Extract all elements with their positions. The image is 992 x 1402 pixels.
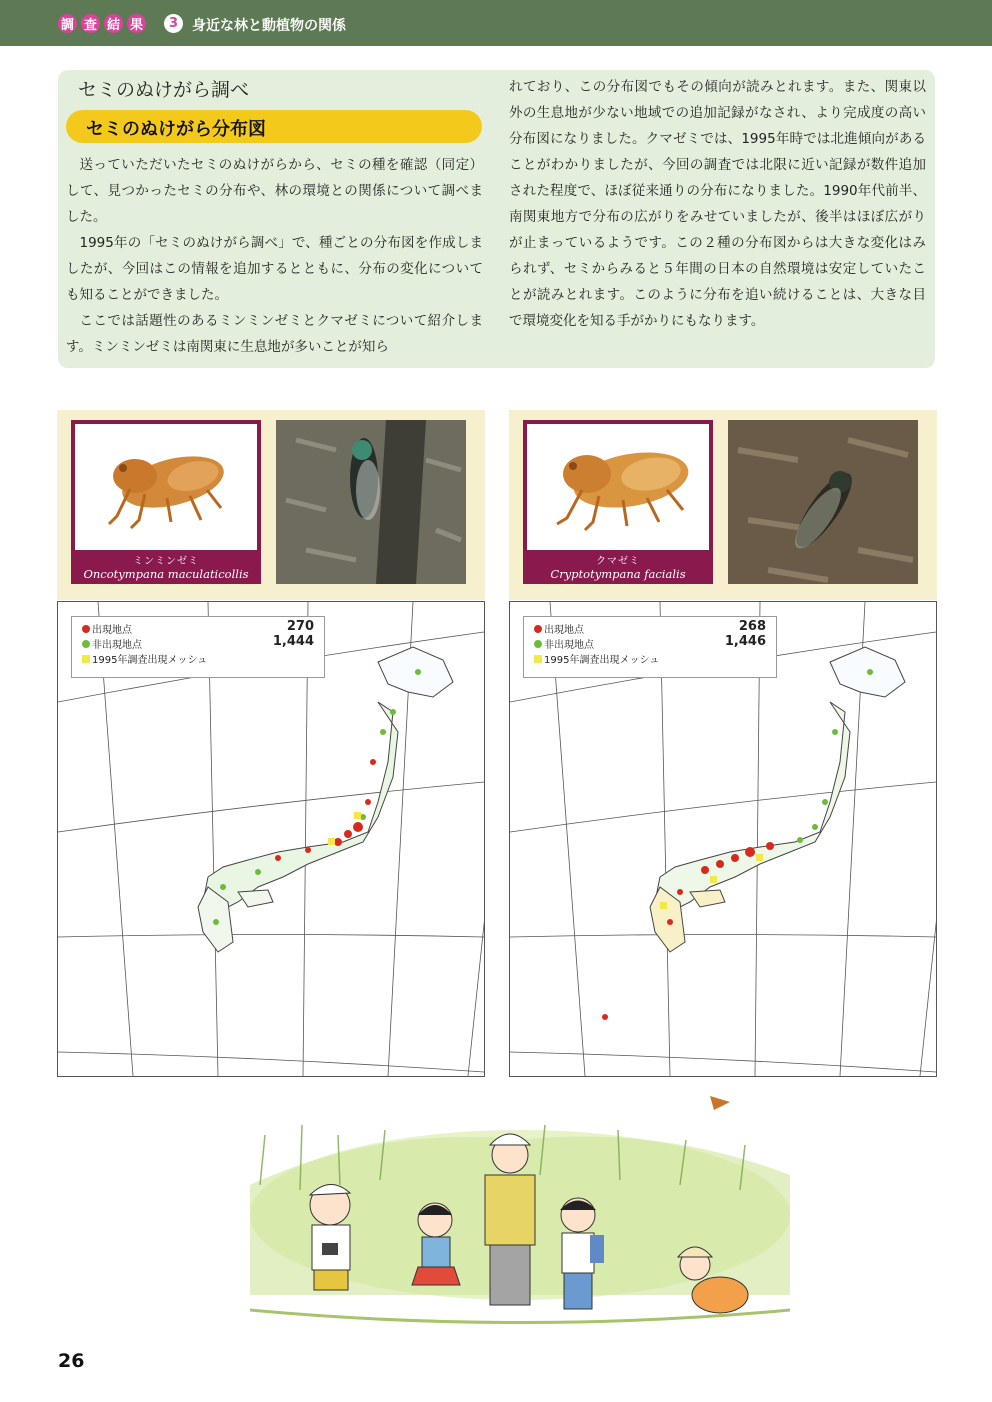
species-caption [71,552,261,581]
green-dot-icon [534,640,542,648]
species-jp-name: クマゼミ [596,556,640,567]
legend-absent [534,636,594,651]
child-left-with-camera [310,1184,350,1290]
legend-present-count: 270 [286,619,314,634]
legend-present-label: 出現地点 [92,625,132,636]
exuvia-photo [75,424,257,550]
species-panel-kumazemi [509,410,937,600]
green-dot-icon [82,640,90,648]
specimen-photo-frame [71,420,261,584]
legend-absent-count: 1,444 [272,634,314,649]
adult-cicada-photo [276,420,466,584]
header-subtitle: 身近な林と動植物の関係 [192,18,346,34]
yellow-square-icon [82,655,90,663]
cicada-on-bark-image [276,420,466,584]
legend-absent-count: 1,446 [724,634,766,649]
legend-absent [82,636,142,651]
header-number: 3 [164,14,183,33]
legend-mesh-label: 1995年調査出現メッシュ [92,655,208,666]
section-heading-band [66,110,482,143]
specimen-photo-frame [523,420,713,584]
exuvia-photo [527,424,709,550]
header-label [58,14,146,33]
header-char: 結 [104,14,123,33]
distribution-map-kumazemi [509,601,937,1077]
legend-present-label: 出現地点 [544,625,584,636]
yellow-square-icon [534,655,542,663]
legend-present [82,621,132,636]
legend-present-count: 268 [738,619,766,634]
japan-landmass [198,647,453,952]
species-sci-name: Cryptotympana facialis [550,567,686,581]
header-char: 査 [81,14,100,33]
legend-present [534,621,584,636]
page-header [0,0,992,46]
species-caption [523,552,713,581]
legend-absent-label: 非出現地点 [544,640,594,651]
species-panel-minminzemi [57,410,485,600]
japan-landmass [650,647,905,952]
legend-absent-label: 非出現地点 [92,640,142,651]
intro-paragraph: ここでは話題性のあるミンミンゼミとクマゼミについて紹介します。ミンミンゼミは南関東に生息地が多いことが知ら [66,313,483,355]
cicada-on-bark-image [728,420,918,584]
legend-mesh [82,651,207,666]
map-legend [71,616,325,678]
section-heading: セミのぬけがら分布図 [86,119,266,140]
observation-points [602,669,873,1020]
distribution-map-minminzemi [57,601,485,1077]
bird-icon [710,1096,730,1110]
intro-title: セミのぬけがら調べ [78,79,250,101]
header-char: 調 [58,14,77,33]
legend-mesh [534,651,659,666]
map-legend [523,616,777,678]
red-dot-icon [82,625,90,633]
adult-man-with-hat [485,1134,535,1305]
children-field-illustration [240,1095,800,1345]
intro-right-column [509,74,926,334]
cicada-exuvia-image [527,424,709,550]
cicada-exuvia-image [75,424,257,550]
page-number: 26 [58,1350,85,1372]
species-sci-name: Oncotympana maculaticollis [83,567,249,581]
intro-paragraph: 1995年の「セミのぬけがら調べ」で、種ごとの分布図を作成しましたが、今回はこの情報を追加するとともに、分布の変化についても知ることができました。 [66,235,483,303]
intro-paragraph: 送っていただいたセミのぬけがらから、セミの種を確認（同定）して、見つかったセミの分布や、林の環境との関係について調べました。 [66,157,483,225]
legend-mesh-label: 1995年調査出現メッシュ [544,655,660,666]
header-char: 果 [127,14,146,33]
red-dot-icon [534,625,542,633]
intro-paragraph: れており、この分布図でもその傾向が読みとれます。また、関東以外の生息地が少ない地域での追加記録がなされ、より完成度の高い分布図になりました。クマゼミでは、1995年時では北進傾向があることがわかりましたが、今回の調査では北限に近い記録が数件追加された程度で、ほぼ従来通りの分布になりました。1990年代前半、南関東地方で分布の広がりをみせていましたが、後半はほぼ広がりが止まっているようです。この２種の分布図からは大きな変化はみられず、セミからみると５年間の日本の自然環境は安定していたことが読みとれます。このように分布を追い続けることは、大きな目で環境変化を知る手がかりにもなります。 [509,79,926,329]
species-jp-name: ミンミンゼミ [133,556,199,567]
adult-cicada-photo [728,420,918,584]
intro-left-column [66,152,483,360]
